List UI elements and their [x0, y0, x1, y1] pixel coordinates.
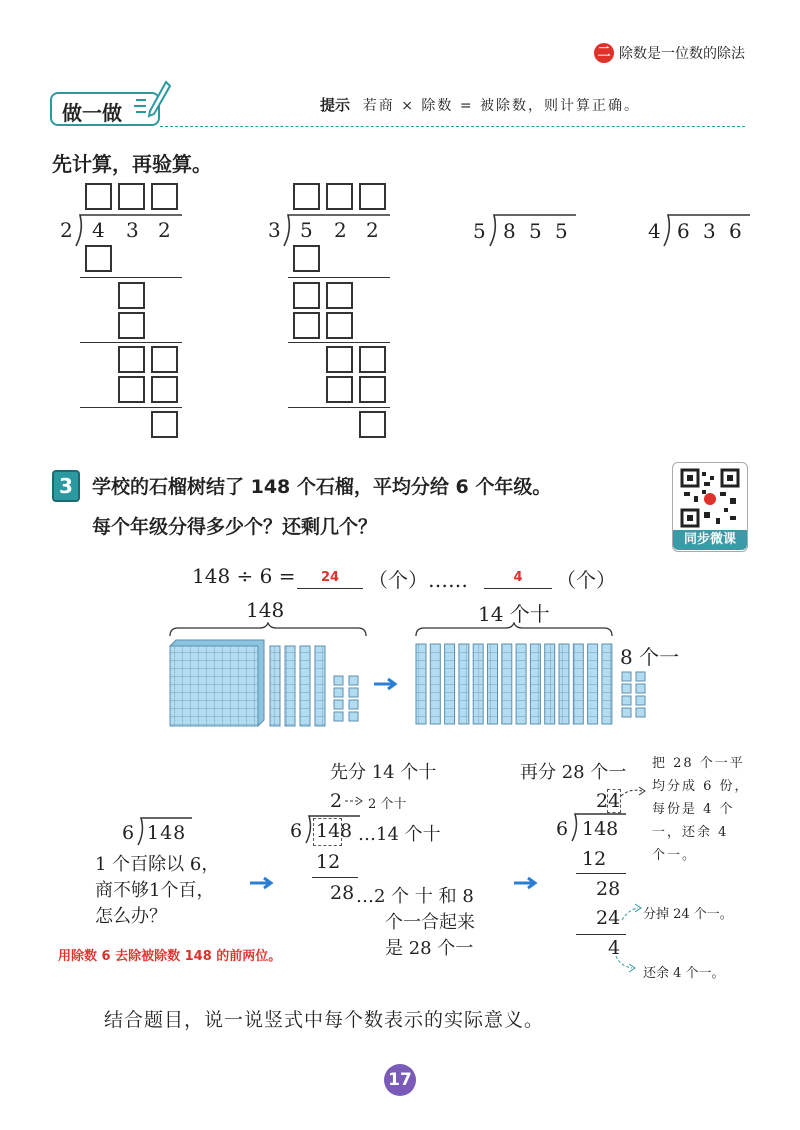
s1-d-note: …14 个十 — [358, 824, 441, 845]
answer-box[interactable] — [293, 183, 320, 210]
s2-divisor: 6 — [556, 818, 569, 840]
answer-box[interactable] — [118, 183, 145, 210]
remainder-answer: 4 — [513, 570, 523, 585]
ten-rod — [430, 644, 440, 724]
ten-rod — [516, 644, 526, 724]
divisor: 5 — [473, 219, 486, 243]
divisor: 3 — [268, 218, 281, 242]
dashed-arrow-icon — [344, 796, 366, 806]
s2-note-line: 把 28 个一平 — [652, 756, 745, 771]
s0-divisor: 6 — [122, 822, 135, 844]
chapter-header — [594, 43, 745, 63]
ten-rod — [416, 644, 426, 724]
answer-box[interactable] — [326, 312, 353, 339]
ten-rod — [588, 644, 598, 724]
base-ten-blocks — [166, 636, 676, 732]
pencil-icon — [132, 78, 172, 118]
s2-prod1: 12 — [582, 848, 607, 870]
arrow-icon — [248, 876, 276, 890]
s2-note-4: 还余 4 个一。 — [643, 966, 725, 981]
answer-box[interactable] — [359, 183, 386, 210]
rule-line — [312, 877, 358, 878]
s2-note-line: 均分成 6 份， — [652, 779, 750, 794]
ten-rod — [573, 644, 583, 724]
quotient-answer: 24 — [320, 570, 340, 585]
answer-box[interactable] — [151, 346, 178, 373]
answer-box[interactable] — [118, 346, 145, 373]
ten-rod — [530, 644, 540, 724]
dividend-digit: 3 — [703, 219, 716, 243]
s0-note-line: 商不够1个百， — [95, 880, 215, 901]
hint-text: 若商 × 除数 = 被除数，则计算正确。 — [362, 98, 641, 114]
blocks-label-tens: 14 个十 — [478, 602, 550, 626]
arrow-icon — [512, 876, 540, 890]
hint-label: 提示 — [320, 96, 351, 114]
s2-prod2: 24 — [596, 907, 621, 929]
chapter-title: 除数是一位数的除法 — [619, 46, 745, 62]
remainder-answer-blank[interactable] — [484, 566, 552, 589]
rule-line — [80, 277, 182, 278]
ten-rod — [559, 644, 569, 724]
dividend-digit: 5 — [529, 219, 542, 243]
s2-rem1: 28 — [596, 878, 621, 900]
s0-note-line: 怎么办？ — [95, 906, 167, 927]
answer-box[interactable] — [326, 346, 353, 373]
dividend-digit: 6 — [729, 219, 742, 243]
dotted-divider — [160, 126, 745, 127]
s0-note-line: 1 个百除以 6， — [95, 854, 220, 875]
answer-box[interactable] — [85, 245, 112, 272]
s2-note-top — [652, 752, 777, 867]
answer-box[interactable] — [359, 411, 386, 438]
discuss-prompt: 结合题目，说一说竖式中每个数表示的实际意义。 — [104, 1009, 545, 1031]
s2-rem2: 4 — [608, 937, 621, 959]
s2-note-line: 一，还余 4 — [652, 825, 729, 840]
answer-box[interactable] — [326, 183, 353, 210]
answer-box[interactable] — [293, 245, 320, 272]
zuoyizuo-label: 做一做 — [62, 101, 122, 125]
s1-prod: 12 — [316, 851, 341, 873]
unit-cubes-left — [334, 676, 358, 721]
divisor: 2 — [60, 218, 73, 242]
s1-q-note: 2 个十 — [368, 797, 407, 812]
question-text-line1: 学校的石榴树结了 148 个石榴，平均分给 6 个年级。 — [92, 476, 552, 498]
quotient-answer-blank[interactable] — [297, 566, 363, 589]
dividend-digit: 5 — [300, 218, 313, 242]
hint-row — [320, 94, 640, 115]
ten-rod — [602, 644, 612, 724]
answer-box[interactable] — [151, 376, 178, 403]
unit-cubes-right — [622, 672, 645, 717]
equation-left: 148 ÷ 6 = — [192, 564, 296, 588]
ten-rods-left — [270, 646, 325, 726]
rule-line — [576, 873, 626, 874]
answer-box[interactable] — [326, 282, 353, 309]
ten-rod — [545, 644, 555, 724]
blocks-label-ones: 8 个一 — [620, 645, 680, 669]
dividend-digit: 4 — [92, 218, 105, 242]
s2-quotient-b: 4 — [608, 790, 621, 812]
step2-title: 再分 28 个一 — [520, 762, 627, 783]
s2-note-line: 个一。 — [652, 848, 698, 863]
answer-box[interactable] — [85, 183, 112, 210]
step1-title: 先分 14 个十 — [330, 762, 437, 783]
zuoyizuo-tag — [50, 92, 160, 126]
rule-line — [80, 342, 182, 343]
answer-box[interactable] — [118, 376, 145, 403]
qr-code-card[interactable] — [672, 462, 748, 552]
s1-dividend-rest: 8 — [340, 820, 353, 842]
s1-dividend-hl: 14 — [316, 820, 341, 842]
qr-label: 同步微课 — [673, 530, 747, 550]
answer-box[interactable] — [359, 346, 386, 373]
s0-note — [95, 852, 219, 930]
chapter-number-badge: 二 — [594, 43, 614, 63]
answer-box[interactable] — [293, 282, 320, 309]
dashed-arrow-icon — [614, 954, 642, 976]
dividend-digit: 5 — [555, 219, 568, 243]
arrow-icon — [374, 679, 395, 689]
dividend-digit: 8 — [503, 219, 516, 243]
rule-line — [288, 277, 390, 278]
answer-box[interactable] — [118, 282, 145, 309]
s1-divisor: 6 — [290, 820, 303, 842]
dividend-digit: 2 — [366, 218, 379, 242]
ten-rod — [445, 644, 455, 724]
unit1: （个）…… — [368, 568, 468, 592]
s2-quotient-a: 2 — [596, 790, 609, 812]
rule-line — [576, 934, 626, 935]
s1-quotient: 2 — [330, 790, 343, 812]
answer-box[interactable] — [293, 312, 320, 339]
rule-line — [288, 342, 390, 343]
answer-box[interactable] — [151, 411, 178, 438]
s2-note-24: 分掉 24 个一。 — [643, 907, 733, 922]
rule-line — [80, 407, 182, 408]
s2-note-line: 每份是 4 个 — [652, 802, 735, 817]
answer-box[interactable] — [326, 376, 353, 403]
s1-rem-note3: 是 28 个一 — [385, 938, 474, 959]
ten-rod — [488, 644, 498, 724]
dividend-digit: 6 — [677, 219, 690, 243]
dividend-digit: 3 — [126, 218, 139, 242]
ten-rods-right — [416, 644, 612, 724]
dividend-digit: 2 — [158, 218, 171, 242]
equation-row — [192, 564, 296, 588]
ten-rod — [502, 644, 512, 724]
ten-rod — [473, 644, 483, 724]
dashed-arrow-icon — [620, 786, 650, 800]
answer-box[interactable] — [151, 183, 178, 210]
answer-box[interactable] — [118, 312, 145, 339]
divisor: 4 — [648, 219, 661, 243]
red-hint: 用除数 6 去除被除数 148 的前两位。 — [58, 949, 282, 964]
s1-rem-note: …2 个 十 和 8 — [356, 886, 474, 907]
s0-dividend: 148 — [147, 822, 187, 844]
page-number: 17 — [384, 1064, 416, 1096]
ten-rod — [459, 644, 469, 724]
answer-box[interactable] — [359, 376, 386, 403]
unit2: （个） — [556, 568, 616, 592]
task1-instruction: 先计算，再验算。 — [52, 152, 212, 176]
question-number-badge: 3 — [52, 470, 80, 502]
s1-rem: 28 — [330, 882, 355, 904]
s1-rem-note2: 个一合起来 — [385, 912, 475, 933]
s2-dividend: 148 — [582, 818, 619, 840]
qr-code-icon — [680, 468, 740, 528]
rule-line — [288, 407, 390, 408]
blocks-label-148: 148 — [246, 598, 285, 622]
dividend-digit: 2 — [334, 218, 347, 242]
question-text-line2: 每个年级分得多少个？还剩几个？ — [92, 516, 378, 538]
